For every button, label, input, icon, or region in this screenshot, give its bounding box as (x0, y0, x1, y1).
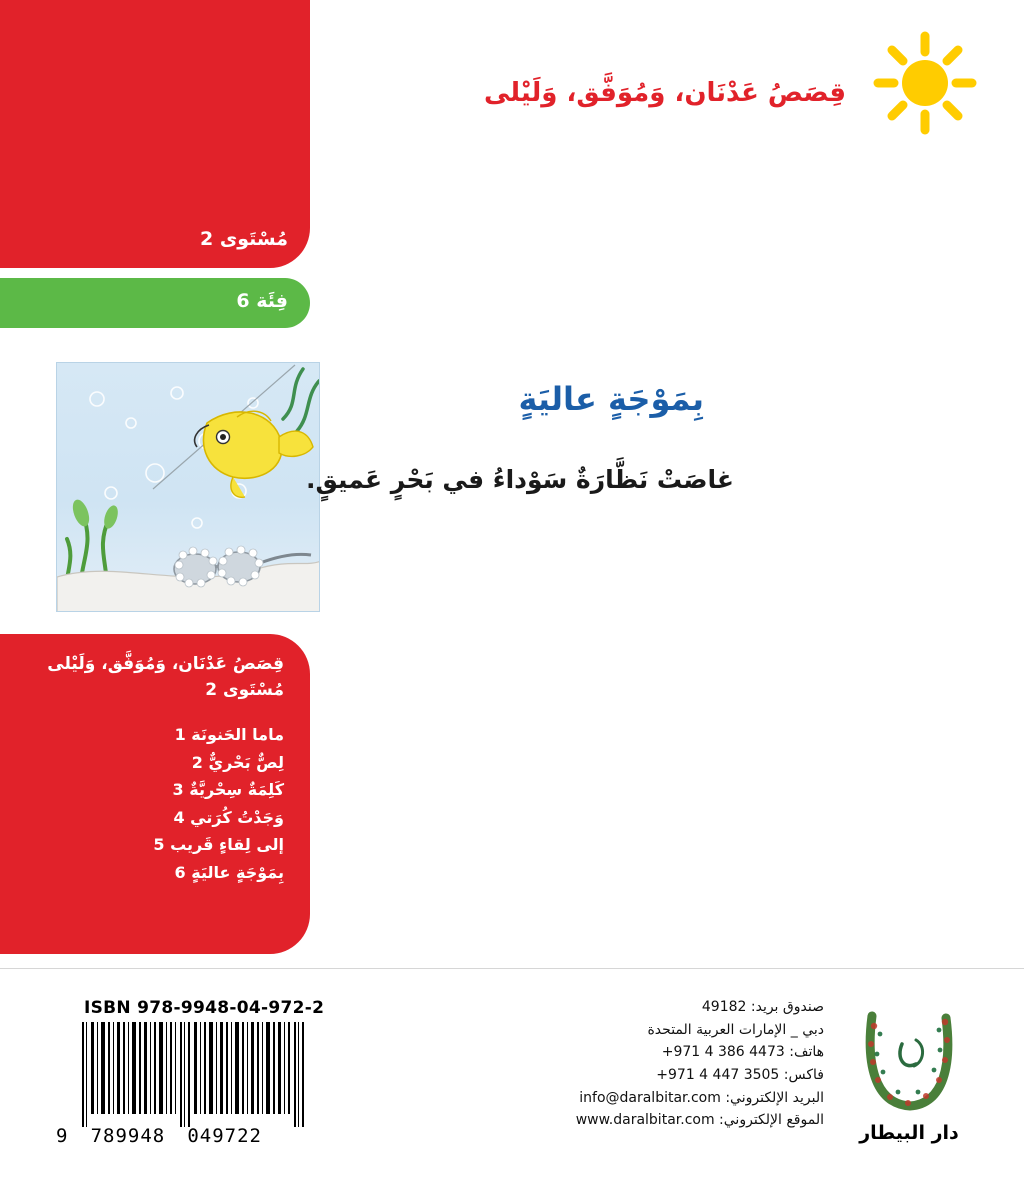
isbn-label: ISBN 978-9948-04-972-2 (84, 998, 325, 1018)
series-title: قِصَصُ عَدْنَان، وَمُوَفَّق، وَلَيْلى (484, 78, 846, 108)
level-badge-block (0, 0, 310, 268)
toc-label: إلى لِقاءٍ قَريب (170, 835, 284, 855)
toc-number: 2 (191, 752, 203, 772)
email-label: البريد الإلكتروني: (725, 1089, 824, 1106)
publisher-contact (404, 996, 824, 1132)
list-item (14, 859, 284, 887)
phone-line (404, 1041, 824, 1064)
toc-number: 5 (153, 835, 165, 855)
list-item (14, 749, 284, 777)
category-label: فِئَة 6 (236, 290, 288, 312)
footer-divider (0, 968, 1024, 969)
toc-label: ماما الحَنونَة (191, 725, 284, 744)
barcode-group-1: 789948 (90, 1125, 166, 1147)
email-value[interactable]: info@daralbitar.com (579, 1089, 721, 1106)
toc-number: 6 (174, 862, 186, 882)
toc-number: 3 (172, 780, 184, 800)
toc-label: لِصٌّ بَحْريٌّ (208, 752, 284, 772)
contents-block (0, 634, 310, 954)
sun-icon (870, 28, 980, 138)
contents-heading-line-1: قِصَصُ عَدْنَان، وَمُوَفَّق، وَلَيْلى (47, 654, 284, 674)
book-blurb: غاصَتْ نَظَّارَةٌ سَوْداءُ في بَحْرٍ عَميقٍ. (305, 465, 734, 494)
publisher-name: دار البيطار (859, 1122, 959, 1144)
fax-label: فاكس: (783, 1067, 824, 1084)
fax-value: +971 4 447 3505 (656, 1067, 780, 1084)
website-label: الموقع الإلكتروني: (719, 1112, 824, 1129)
list-item (14, 831, 284, 859)
book-title: بِمَوْجَةٍ عاليَةٍ (518, 380, 704, 418)
phone-label: هاتف: (789, 1044, 824, 1061)
toc-label: بِمَوْجَةٍ عاليَةٍ (191, 862, 284, 882)
barcode-group-2: 049722 (187, 1125, 262, 1147)
toc-number: 4 (173, 807, 185, 827)
country-line: دبي _ الإمارات العربية المتحدة (647, 1021, 824, 1038)
barcode-digits (0, 1125, 320, 1147)
toc-label: كَلِمَةٌ سِحْريَّةٌ (189, 780, 284, 800)
fax-line (404, 1064, 824, 1087)
barcode-left-digit: 9 (56, 1125, 69, 1147)
email-line (404, 1087, 824, 1110)
toc-label: وَجَدْتُ كُرَتي (190, 807, 284, 827)
category-badge-block (0, 278, 310, 328)
table-of-contents (14, 721, 284, 886)
po-box-line: صندوق بريد: 49182 (701, 999, 824, 1015)
website-line (404, 1109, 824, 1132)
contents-heading-line-2: مُسْتَوى 2 (205, 679, 284, 700)
list-item (14, 721, 284, 749)
phone-value: +971 4 386 4473 (661, 1044, 785, 1061)
list-item (14, 776, 284, 804)
website-value[interactable]: www.daralbitar.com (575, 1112, 715, 1129)
toc-number: 1 (174, 725, 186, 744)
list-item (14, 804, 284, 832)
level-label: مُسْتَوى 2 (199, 228, 288, 250)
